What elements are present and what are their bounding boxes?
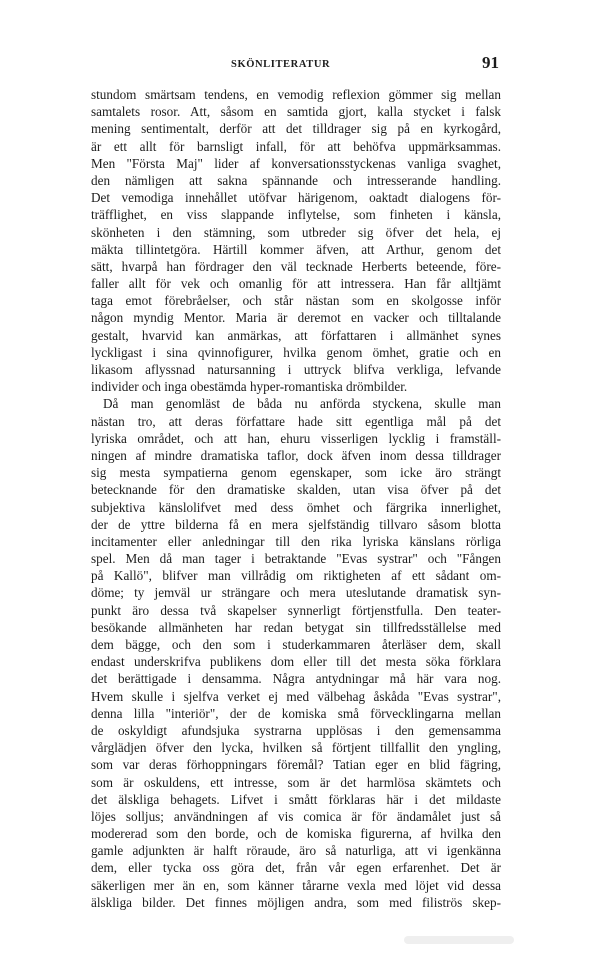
text-line: som är oskuldens, ett intresse, som är det harmlösa skämtets och (91, 774, 501, 790)
text-line: träfflighet, en viss slappande inflytelse, som finheten i känsla, (91, 207, 501, 223)
text-line: Men "Första Maj" lider af konversationsstyckenas vanliga svaghet, (91, 155, 501, 171)
text-line: sätt, hvarpå han fördrager den väl tecknade Herberts beteende, före- (91, 258, 501, 274)
body-text (91, 86, 501, 911)
text-line: lyckligast i sina qvinnofigurer, hvilka genom ömhet, gratie och en (91, 344, 501, 360)
text-line: de oskyldigt afundsjuka systrarna upplösas i den gemensamma (91, 722, 501, 738)
text-line: subjektiva känslolifvet med dess ömhet och färgrika innerlighet, (91, 499, 501, 515)
text-line: stundom smärtsam tendens, en vemodig reflexion gömmer sig mellan (91, 87, 501, 102)
text-line: dem, eller tycka oss göra det, från vår egen erfarenhet. Det är (91, 860, 501, 876)
text-line: endast underskrifva publikens dom eller till det mesta söka förklara (91, 654, 501, 670)
text-line: det berättigade i densamma. Några antydningar må här vara nog. (91, 671, 501, 687)
text-line: dem bägge, och den som i studerkammaren återläser dem, skall (91, 637, 501, 652)
text-line: gamle adjunkten är halft röraude, äro så naturliga, att vi igenkänna (91, 843, 501, 859)
text-line: Det vemodiga innehållet utöfvar härigenom, oaktadt dialogens för- (91, 190, 501, 206)
text-line: vårglädjen öfver den lycka, hvilken så förtjent tillfallit den yngling, (91, 740, 501, 756)
text-line: punkt äro dessa två skapelser synnerligt förtjenstfulla. Den teater- (91, 602, 501, 618)
text-line: betecknande för den dramatiske skalden, utan visa öfver på det (91, 482, 501, 498)
text-line: individer och inga obestämda hyper-romantiska drömbilder. (91, 379, 408, 395)
text-line: ningen af mindre dramatiska taflor, dock äfven inom dessa tilldrager (91, 447, 501, 463)
text-line: älskliga bilder. Det finnes möjligen andra, som med filiströs skep- (91, 894, 501, 910)
text-line: mäkta tillintetgöra. Härtill kommer äfven, att Arthur, genom det (91, 241, 501, 257)
text-line: Hvem skulle i sjelfva verket ej med välbehag åskåda "Evas systrar", (91, 688, 501, 704)
text-line: incitamenter eller anledningar till den rika lyriska känslans rörliga (91, 533, 501, 549)
text-line: taga emot förebråelser, och står nästan som en skolgosse inför (91, 293, 501, 309)
text-line: gestalt, hvarvid kan anmärkas, att författaren i allmänhet synes (91, 327, 501, 343)
running-head (91, 53, 499, 77)
library-watermark-icon (404, 930, 514, 948)
text-line: nästan tro, att deras författare hade sitt egentliga mål på det (91, 413, 501, 429)
text-line: samtalets rosor. Att, såsom en samtida gjort, kalla stycket i falsk (91, 104, 501, 120)
text-line: någon myndig Mentor. Maria är deremot en vacker och tilltalande (91, 310, 501, 326)
text-line: faller allt för vek och omanlig för att intressera. Han får alltjämt (91, 276, 501, 292)
text-line: på Kallö", blifver man villrådig om riktigheten af ett sådant om- (91, 568, 501, 584)
text-line: den nämligen att sakna spännande och intresserande handling. (91, 172, 501, 188)
text-line: Då man genomläst de båda nu anförda styckena, skulle man (103, 396, 501, 412)
text-line: skönheten i den stämning, som utbreder sig öfver det hela, ej (91, 224, 501, 240)
page-number: 91 (482, 53, 499, 72)
text-line: denna lilla "interiör", der de komiska små förvecklingarna mellan (91, 705, 501, 721)
text-line: som var deras förhoppningars föremål? Tatian eger en blid fägring, (91, 757, 501, 773)
text-line: det älskliga behagets. Lifvet i smått förklaras här i det mildaste (91, 791, 501, 807)
text-line: sig mesta sympatierna genom egenskaper, som icke äro strängt (91, 465, 501, 481)
text-line: der de yttre bilderna få en mera sjelfständig tillvaro såsom blotta (91, 516, 501, 532)
text-line: likasom aflyssnad natursanning i uttryck blifva verkliga, lefvande (91, 362, 501, 377)
text-line: modererad som den borde, och de komiska figurerna, af hvilka den (91, 826, 501, 842)
text-line: besökande allmänheten har redan betygat sin tillfredsställelse med (91, 619, 501, 635)
text-line: mening sentimentalt, derför att det tilldrager sig på en kyrkogård, (91, 121, 501, 137)
text-line: döme; ty jemväl ur strängare och mera uteslutande dramatisk syn- (91, 585, 501, 601)
text-line: säkerligen mer än en, som känner tårarne vexla med löjet vid dessa (91, 877, 501, 893)
text-line: är ett allt för barnsligt infall, för att behöfva uppmärksammas. (91, 138, 501, 154)
text-line: spel. Men då man tager i betraktande "Evas systrar" och "Fången (91, 551, 501, 567)
running-title: SKÖNLITERATUR (231, 59, 331, 70)
text-line: lyriska området, och att han, ehuru visserligen lycklig i framställ- (91, 430, 501, 446)
text-line: löjes solljus; användningen af vis comica är för ändamålet just så (91, 808, 501, 824)
